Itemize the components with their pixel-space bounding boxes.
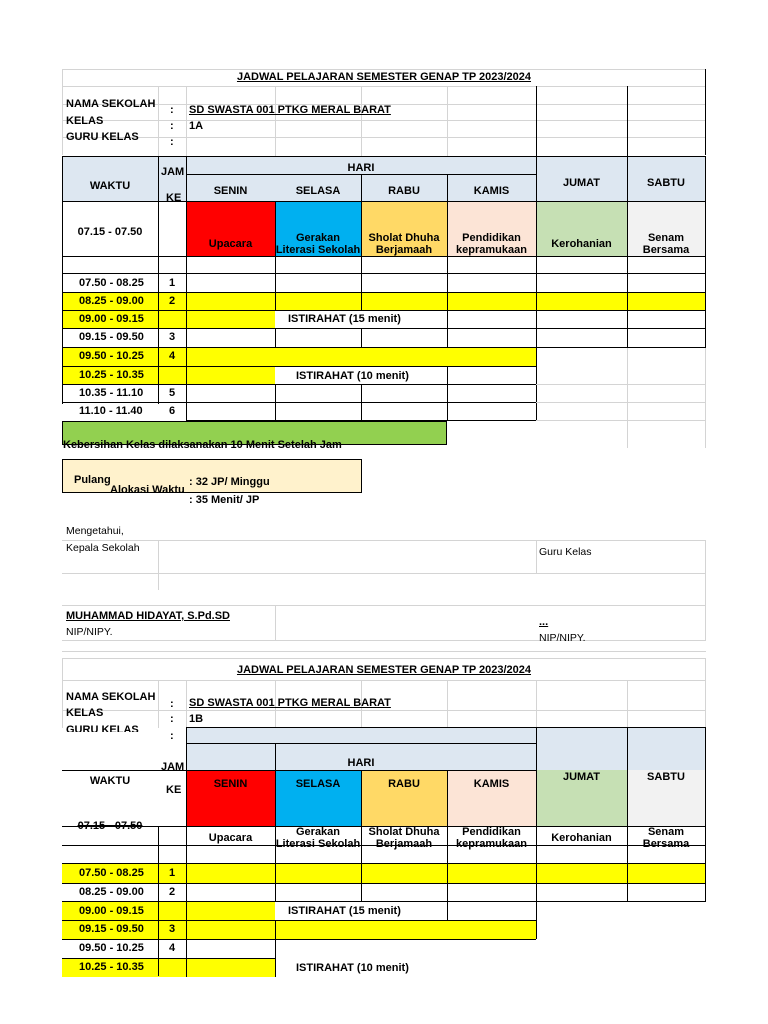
day-sabtu: SABTU [647, 177, 685, 189]
activity-selasa: Gerakan Literasi Sekolah [275, 232, 361, 256]
row-time: 09.50 - 10.25 [79, 350, 144, 362]
colon: : [170, 730, 174, 742]
pulang-label: Pulang [74, 474, 111, 486]
alokasi-jp: : 32 JP/ Minggu [189, 476, 270, 488]
activity-senin: Upacara [208, 832, 253, 844]
activity-kamis: Pendidikan kepramukaan [456, 232, 527, 256]
row-time: 07.50 - 08.25 [79, 277, 144, 289]
label-kelas: KELAS [66, 707, 104, 719]
label-kelas: KELAS [66, 115, 104, 127]
row-time: 10.25 - 10.35 [79, 369, 144, 381]
day-sabtu: SABTU [647, 771, 685, 783]
guru-kelas-name: ... [539, 616, 549, 628]
value-kelas: 1A [189, 120, 204, 132]
alokasi-waktu-label: Alokasi Waktu [110, 484, 185, 496]
day-rabu: RABU [388, 185, 420, 197]
day-kamis: KAMIS [473, 778, 510, 790]
header-ke: KE [166, 784, 182, 796]
activity-jumat: Kerohanian [551, 832, 612, 844]
label-guru-kelas: GURU KELAS [66, 724, 139, 732]
row-jam: 6 [169, 405, 176, 417]
day-senin: SENIN [213, 185, 248, 197]
day-rabu: RABU [388, 778, 420, 790]
row-time: 11.10 - 11.40 [79, 405, 143, 417]
header-waktu: WAKTU [89, 775, 131, 787]
first-slot-time: 07.15 - 07.50 [77, 820, 143, 830]
row-time: 09.00 - 09.15 [79, 313, 144, 325]
label-guru-kelas: GURU KELAS [66, 131, 139, 143]
kepala-sekolah-name: MUHAMMAD HIDAYAT, S.Pd.SD [66, 610, 230, 622]
header-hari: HARI [347, 757, 375, 769]
sheet-title: JADWAL PELAJARAN SEMESTER GENAP TP 2023/2024 [236, 664, 532, 676]
day-senin: SENIN [213, 778, 248, 790]
guru-kelas-sign-label: Guru Kelas [539, 546, 592, 558]
alokasi-menit: : 35 Menit/ JP [189, 494, 260, 506]
break-note: ISTIRAHAT (15 menit) [288, 905, 401, 917]
break-note: ISTIRAHAT (10 menit) [296, 962, 409, 974]
activity-sabtu: Senam Bersama [642, 826, 690, 850]
break-note: ISTIRAHAT (10 menit) [296, 370, 409, 382]
header-waktu: WAKTU [89, 180, 131, 192]
row-jam: 4 [169, 350, 176, 362]
header-hari: HARI [347, 162, 375, 174]
row-time: 08.25 - 09.00 [79, 886, 144, 898]
colon: : [170, 136, 174, 148]
nip-right: NIP/NIPY. [539, 632, 586, 644]
row-jam: 1 [169, 277, 176, 289]
row-jam: 2 [169, 886, 176, 898]
kebersihan-note: Kebersihan Kelas dilaksanakan 10 Menit Setelah Jam [63, 439, 342, 451]
activity-jumat: Kerohanian [551, 238, 612, 250]
day-selasa: SELASA [295, 185, 341, 197]
row-time: 10.35 - 11.10 [79, 387, 144, 399]
header-jam: JAM [161, 761, 185, 773]
sheet-title: JADWAL PELAJARAN SEMESTER GENAP TP 2023/2024 [236, 71, 532, 83]
row-jam: 5 [169, 387, 176, 399]
row-jam: 4 [169, 942, 176, 954]
colon: : [170, 713, 174, 725]
row-jam: 2 [169, 295, 176, 307]
nip-left: NIP/NIPY. [66, 626, 113, 638]
row-time: 09.00 - 09.15 [79, 905, 144, 917]
day-jumat: JUMAT [562, 771, 601, 783]
row-time: 08.25 - 09.00 [79, 295, 144, 307]
day-kamis: KAMIS [473, 185, 510, 197]
activity-rabu: Sholat Dhuha Berjamaah [368, 232, 440, 256]
row-jam: 1 [169, 867, 176, 879]
activity-kamis: Pendidikan kepramukaan [456, 826, 527, 850]
value-nama-sekolah: SD SWASTA 001 PTKG MERAL BARAT [189, 697, 391, 709]
kepala-sekolah-label: Kepala Sekolah [66, 542, 140, 554]
label-nama-sekolah: NAMA SEKOLAH [66, 98, 156, 110]
row-time: 09.15 - 09.50 [79, 331, 144, 343]
row-time: 09.15 - 09.50 [79, 923, 144, 935]
activity-rabu: Sholat Dhuha Berjamaah [368, 826, 440, 850]
activity-sabtu: Senam Bersama [642, 232, 690, 256]
day-jumat: JUMAT [562, 177, 601, 189]
value-kelas: 1B [189, 713, 204, 725]
row-time: 09.50 - 10.25 [79, 942, 144, 954]
break-note: ISTIRAHAT (15 menit) [288, 313, 401, 325]
colon: : [170, 120, 174, 132]
mengetahui-label: Mengetahui, [66, 525, 124, 537]
colon: : [170, 104, 174, 116]
header-ke: KE [166, 192, 182, 201]
activity-selasa: Gerakan Literasi Sekolah [275, 826, 361, 850]
label-nama-sekolah: NAMA SEKOLAH [66, 691, 156, 703]
row-jam: 3 [169, 331, 176, 343]
colon: : [170, 698, 174, 710]
value-nama-sekolah: SD SWASTA 001 PTKG MERAL BARAT [189, 104, 391, 116]
first-slot-time: 07.15 - 07.50 [77, 226, 143, 238]
header-jam: JAM [161, 166, 185, 178]
day-selasa: SELASA [295, 778, 341, 790]
activity-senin: Upacara [208, 238, 253, 250]
row-time: 07.50 - 08.25 [79, 867, 144, 879]
row-time: 10.25 - 10.35 [79, 961, 144, 973]
row-jam: 3 [169, 923, 176, 935]
